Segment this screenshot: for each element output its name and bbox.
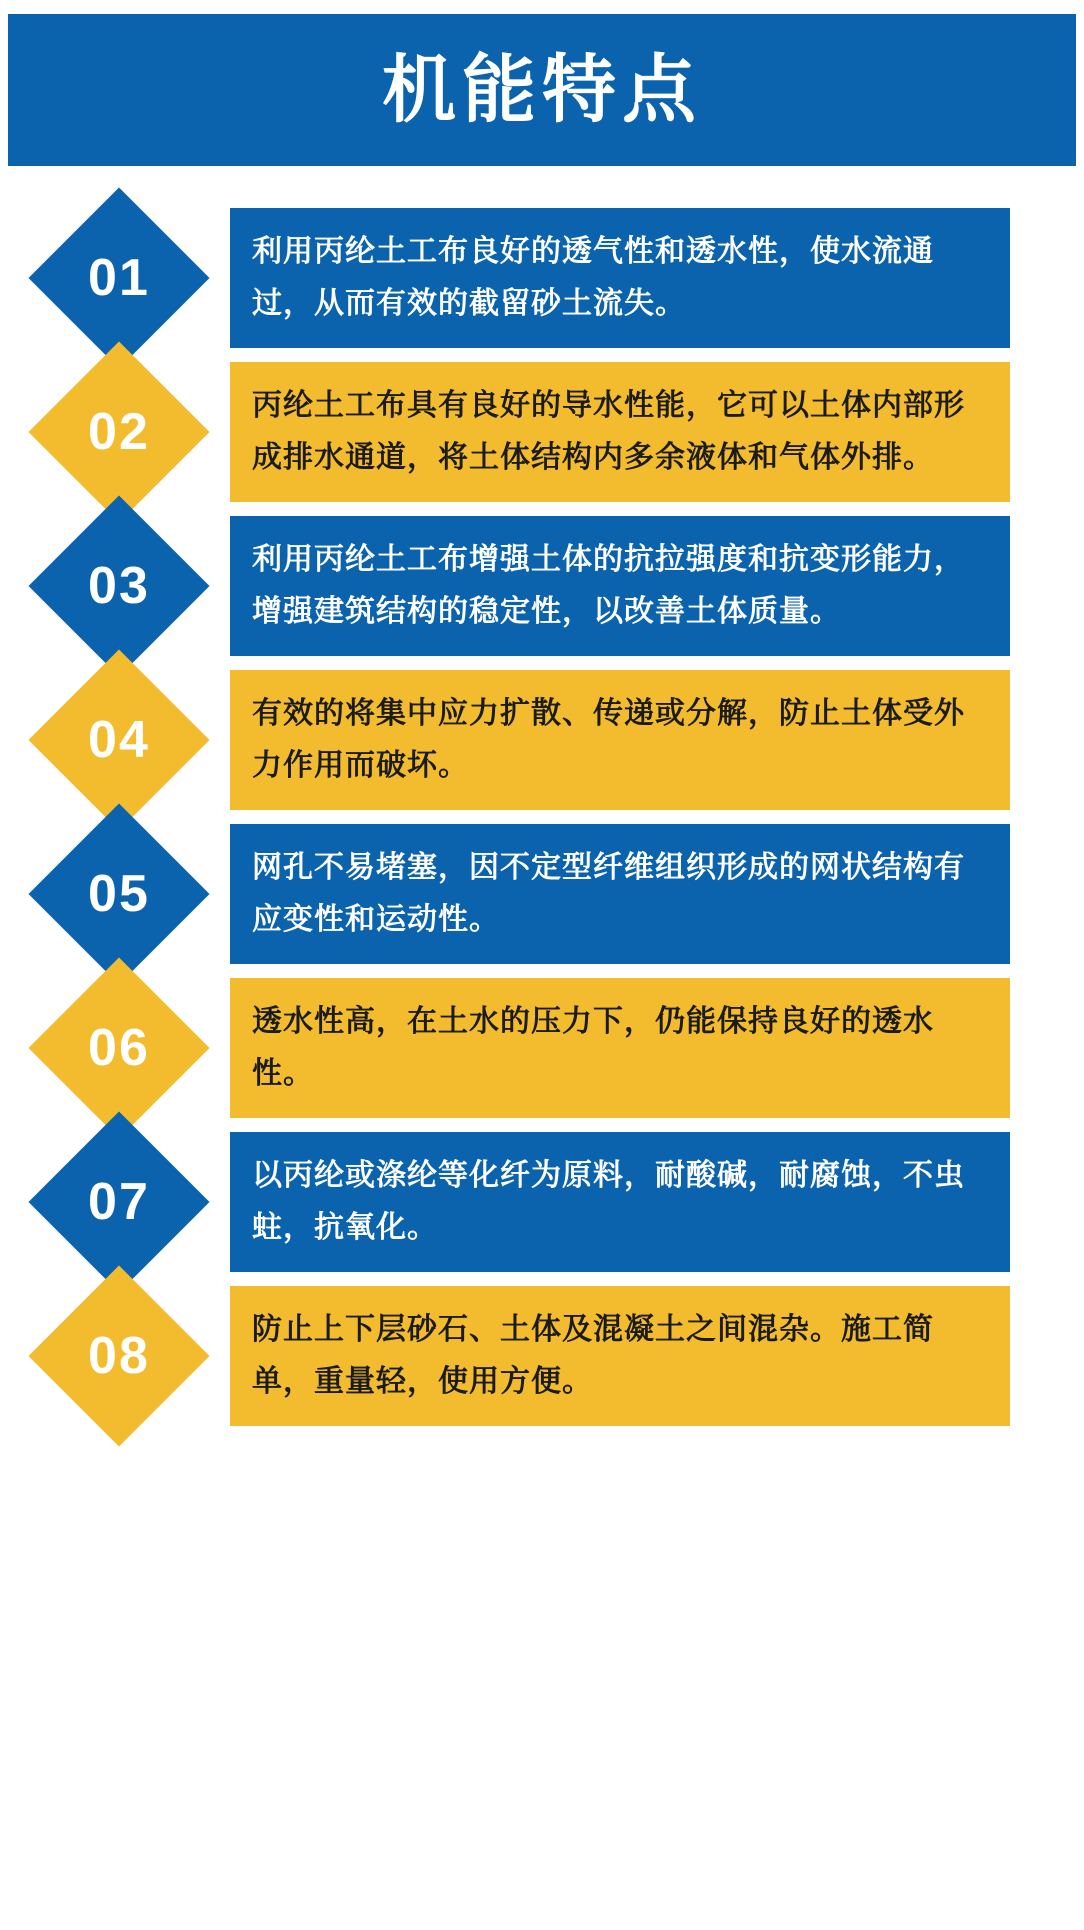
feature-text: 利用丙纶土工布增强土体的抗拉强度和抗变形能力，增强建筑结构的稳定性，以改善土体质量。 — [252, 543, 965, 628]
feature-text: 丙纶土工布具有良好的导水性能，它可以土体内部形成排水通道，将土体结构内多余液体和气体外排。 — [252, 389, 965, 474]
list-item — [0, 978, 1084, 1118]
feature-panel — [230, 1286, 1010, 1426]
feature-text: 透水性高，在土水的压力下，仍能保持良好的透水性。 — [252, 1005, 934, 1090]
badge-number: 07 — [88, 1173, 150, 1231]
badge-number: 01 — [88, 249, 150, 307]
feature-text: 有效的将集中应力扩散、传递或分解，防止土体受外力作用而破坏。 — [252, 697, 965, 782]
badge-number: 05 — [88, 865, 150, 923]
page-title: 机能特点 — [382, 48, 702, 131]
badge-number: 06 — [88, 1019, 150, 1077]
feature-panel — [230, 208, 1010, 348]
list-item — [0, 208, 1084, 348]
number-badge — [28, 1265, 209, 1446]
page-header — [8, 14, 1076, 166]
list-item — [0, 362, 1084, 502]
feature-text: 防止上下层砂石、土体及混凝土之间混杂。施工简单，重量轻，使用方便。 — [252, 1313, 934, 1398]
feature-panel — [230, 978, 1010, 1118]
list-item — [0, 1132, 1084, 1272]
list-item — [0, 670, 1084, 810]
feature-text: 网孔不易堵塞，因不定型纤维组织形成的网状结构有应变性和运动性。 — [252, 851, 965, 936]
list-item — [0, 1286, 1084, 1426]
list-item — [0, 824, 1084, 964]
badge-number: 04 — [88, 711, 150, 769]
feature-panel — [230, 670, 1010, 810]
feature-panel — [230, 1132, 1010, 1272]
badge-number: 02 — [88, 403, 150, 461]
list-item — [0, 516, 1084, 656]
feature-text: 以丙纶或涤纶等化纤为原料，耐酸碱，耐腐蚀，不虫蛀，抗氧化。 — [252, 1159, 965, 1244]
feature-text: 利用丙纶土工布良好的透气性和透水性，使水流通过，从而有效的截留砂土流失。 — [252, 235, 934, 320]
feature-panel — [230, 516, 1010, 656]
feature-list — [0, 208, 1084, 1440]
feature-panel — [230, 824, 1010, 964]
feature-panel — [230, 362, 1010, 502]
badge-number: 08 — [88, 1327, 150, 1385]
badge-number: 03 — [88, 557, 150, 615]
